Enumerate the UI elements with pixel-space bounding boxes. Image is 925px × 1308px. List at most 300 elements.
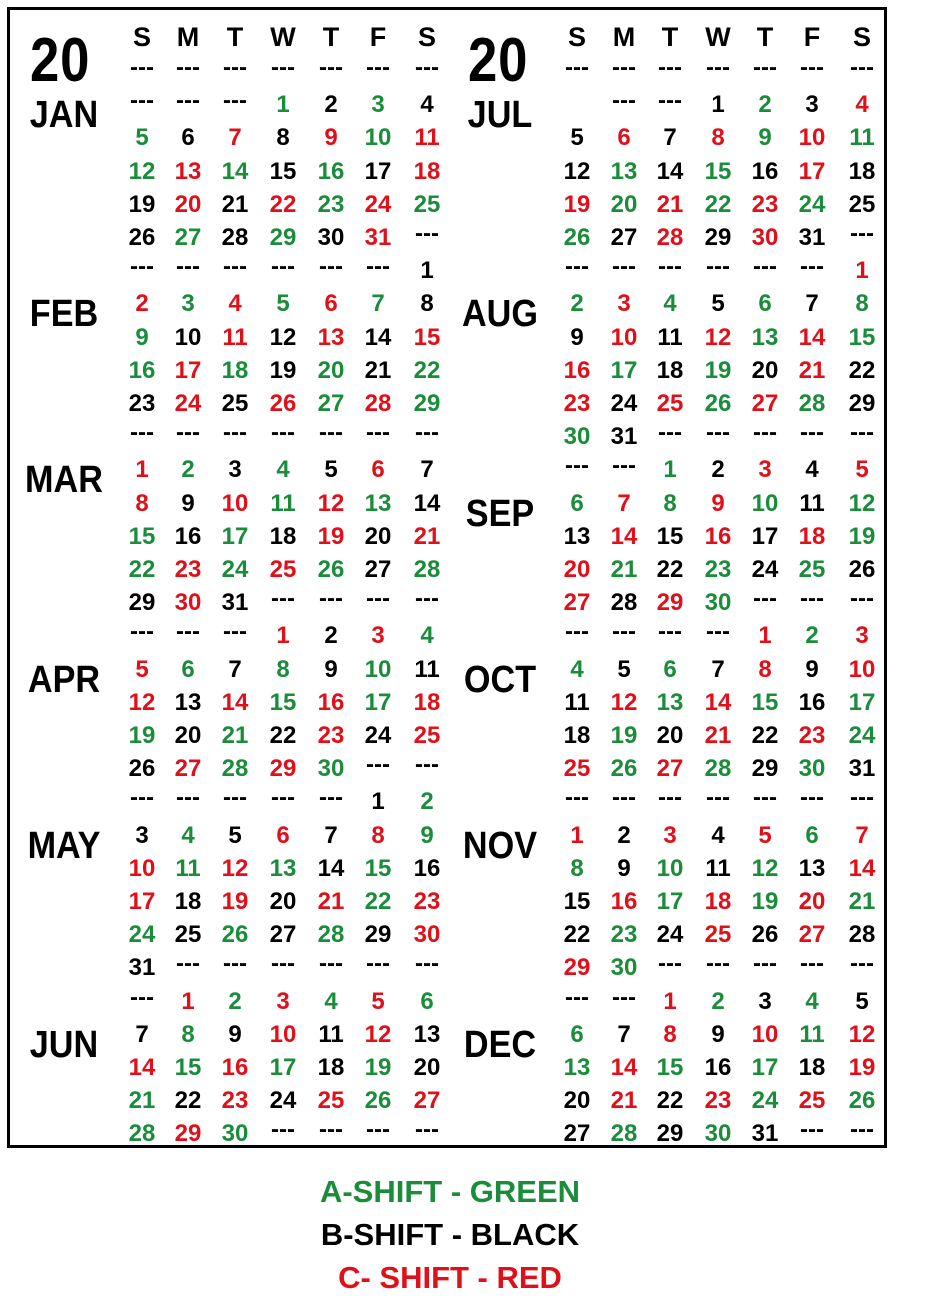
day-cell: 22: [656, 556, 684, 583]
day-cell: 6: [420, 987, 434, 1015]
day-cell: 13: [798, 854, 826, 882]
day-cell: 17: [269, 1054, 297, 1081]
day-cell: 23: [704, 1087, 732, 1115]
day-cell: 29: [128, 589, 156, 617]
day-cell: 25: [848, 190, 876, 218]
day-cell: 22: [656, 1087, 684, 1115]
day-cell: 13: [174, 688, 202, 716]
empty-day: ---: [565, 618, 589, 646]
day-cell: 18: [269, 522, 297, 550]
empty-day: ---: [223, 784, 247, 812]
day-cell: 10: [128, 854, 156, 882]
day-cell: 30: [798, 755, 826, 783]
day-cell: 1: [135, 456, 149, 484]
day-cell: 24: [751, 1087, 779, 1115]
empty-day: ---: [753, 784, 777, 812]
month-label: OCT: [463, 658, 537, 701]
day-cell: 19: [128, 190, 156, 218]
day-cell: 15: [174, 1054, 202, 1081]
day-cell: 17: [751, 522, 779, 550]
day-cell: 17: [610, 356, 638, 384]
month-label: FEB: [29, 293, 99, 336]
day-cell: 14: [656, 157, 684, 185]
empty-day: ---: [176, 419, 200, 447]
empty-day: ---: [415, 585, 439, 613]
day-cell: 2: [711, 456, 725, 484]
day-cell: 25: [413, 190, 441, 218]
day-cell: 9: [181, 489, 195, 517]
day-cell: 27: [563, 1120, 591, 1148]
day-cell: 14: [610, 522, 638, 550]
day-cell: 6: [276, 821, 290, 849]
day-cell: 8: [371, 821, 385, 849]
weekday-header: T: [756, 22, 774, 52]
day-cell: 23: [413, 888, 441, 915]
day-cell: 2: [181, 456, 195, 484]
day-cell: 7: [135, 1020, 149, 1048]
empty-day: ---: [130, 983, 154, 1011]
day-cell: 17: [221, 522, 249, 550]
day-cell: 4: [570, 655, 584, 683]
day-cell: 19: [128, 722, 156, 749]
day-cell: 12: [269, 323, 297, 351]
legend-line: C- SHIFT - RED: [338, 1260, 562, 1295]
day-cell: 6: [758, 290, 772, 318]
day-cell: 7: [711, 655, 725, 683]
day-cell: 15: [364, 854, 392, 882]
day-cell: 2: [805, 622, 819, 650]
day-cell: 14: [413, 489, 441, 517]
day-cell: 21: [128, 1087, 156, 1115]
day-cell: 23: [610, 921, 638, 949]
day-cell: 8: [855, 290, 869, 318]
day-cell: 1: [758, 622, 772, 650]
day-cell: 19: [269, 356, 297, 384]
day-cell: 29: [269, 755, 297, 783]
empty-day: ---: [319, 585, 343, 613]
empty-day: ---: [850, 220, 874, 247]
month-label: JUN: [29, 1023, 99, 1066]
day-cell: 27: [610, 224, 638, 251]
day-cell: 5: [855, 987, 869, 1015]
day-cell: 1: [570, 821, 584, 849]
day-cell: 28: [704, 755, 732, 783]
day-cell: 4: [420, 622, 434, 650]
day-cell: 22: [269, 722, 297, 749]
empty-day: ---: [753, 419, 777, 447]
day-cell: 25: [798, 1087, 826, 1115]
day-cell: 6: [570, 489, 584, 517]
day-cell: 28: [221, 755, 249, 783]
empty-day: ---: [223, 54, 247, 81]
day-cell: 15: [656, 1054, 684, 1081]
empty-day: ---: [800, 253, 824, 281]
day-cell: 12: [848, 1020, 876, 1048]
day-cell: 16: [317, 688, 345, 716]
day-cell: 17: [364, 688, 392, 716]
empty-day: ---: [706, 950, 730, 978]
empty-day: ---: [366, 1116, 390, 1144]
day-cell: 28: [848, 921, 876, 949]
day-cell: 12: [610, 688, 638, 716]
day-cell: 5: [135, 124, 149, 152]
day-cell: 17: [656, 888, 684, 915]
day-cell: 24: [174, 390, 202, 417]
day-cell: 5: [570, 124, 584, 152]
day-cell: 27: [317, 390, 345, 417]
day-cell: 12: [364, 1020, 392, 1048]
empty-day: ---: [658, 419, 682, 447]
day-cell: 13: [563, 522, 591, 550]
day-cell: 4: [805, 456, 819, 484]
day-cell: 13: [174, 157, 202, 185]
day-cell: 11: [705, 854, 731, 882]
day-cell: 8: [570, 854, 584, 882]
empty-day: ---: [223, 950, 247, 978]
day-cell: 14: [848, 854, 876, 882]
empty-day: ---: [658, 54, 682, 81]
day-cell: 13: [656, 688, 684, 716]
month-label: JAN: [29, 94, 99, 137]
day-cell: 20: [656, 722, 684, 749]
day-cell: 2: [324, 622, 338, 650]
weekday-header: M: [612, 22, 636, 52]
weekday-header: W: [270, 22, 296, 52]
empty-day: ---: [223, 419, 247, 447]
day-cell: 29: [269, 224, 297, 251]
day-cell: 26: [751, 921, 779, 949]
day-cell: 8: [420, 290, 434, 318]
day-cell: 28: [413, 556, 441, 583]
day-cell: 26: [848, 556, 876, 583]
year-label: 20: [468, 26, 529, 95]
day-cell: 5: [758, 821, 772, 849]
day-cell: 9: [228, 1020, 242, 1048]
empty-day: ---: [366, 950, 390, 978]
empty-day: ---: [271, 784, 295, 812]
empty-day: ---: [415, 1116, 439, 1144]
day-cell: 23: [317, 190, 345, 218]
day-cell: 16: [221, 1054, 249, 1081]
day-cell: 12: [128, 157, 156, 185]
day-cell: 10: [174, 323, 202, 351]
day-cell: 24: [848, 722, 876, 749]
day-cell: 20: [269, 888, 297, 915]
day-cell: 22: [751, 722, 779, 749]
day-cell: 21: [610, 1087, 638, 1115]
empty-day: ---: [800, 950, 824, 978]
day-cell: 4: [324, 987, 338, 1015]
month-label: NOV: [462, 824, 538, 867]
day-cell: 7: [805, 290, 819, 318]
day-cell: 29: [751, 755, 779, 783]
day-cell: 11: [414, 655, 440, 683]
empty-day: ---: [176, 54, 200, 81]
empty-day: ---: [271, 585, 295, 613]
day-cell: 14: [704, 688, 732, 716]
day-cell: 4: [805, 987, 819, 1015]
day-cell: 3: [228, 456, 242, 484]
day-cell: 21: [364, 356, 392, 384]
empty-day: ---: [366, 751, 390, 779]
empty-day: ---: [800, 54, 824, 81]
day-cell: 14: [317, 854, 345, 882]
day-cell: 28: [610, 1120, 638, 1148]
day-cell: 12: [221, 854, 249, 882]
day-cell: 24: [656, 921, 684, 949]
day-cell: 28: [128, 1120, 156, 1148]
day-cell: 19: [610, 722, 638, 749]
day-cell: 26: [848, 1087, 876, 1115]
day-cell: 13: [413, 1020, 441, 1048]
day-cell: 14: [364, 323, 392, 351]
day-cell: 20: [413, 1054, 441, 1081]
day-cell: 2: [324, 91, 338, 119]
weekday-header: S: [567, 22, 586, 52]
empty-day: ---: [800, 1116, 824, 1144]
day-cell: 30: [221, 1120, 249, 1148]
day-cell: 12: [317, 489, 345, 517]
weekday-header: T: [661, 22, 679, 52]
weekday-header: T: [322, 22, 340, 52]
day-cell: 7: [371, 290, 385, 318]
day-cell: 8: [663, 1020, 677, 1048]
empty-day: ---: [612, 54, 636, 81]
day-cell: 18: [848, 157, 876, 185]
day-cell: 15: [128, 522, 156, 550]
day-cell: 19: [221, 888, 249, 915]
empty-day: ---: [612, 253, 636, 281]
day-cell: 9: [570, 323, 584, 351]
day-cell: 7: [617, 1020, 631, 1048]
day-cell: 6: [371, 456, 385, 484]
day-cell: 3: [855, 622, 869, 650]
empty-day: ---: [271, 419, 295, 447]
day-cell: 16: [563, 356, 591, 384]
day-cell: 4: [181, 821, 195, 849]
empty-day: ---: [130, 784, 154, 812]
empty-day: ---: [706, 419, 730, 447]
day-cell: 18: [413, 157, 441, 185]
day-cell: 10: [751, 489, 779, 517]
day-cell: 17: [751, 1054, 779, 1081]
day-cell: 3: [758, 456, 772, 484]
day-cell: 18: [798, 522, 826, 550]
day-cell: 15: [269, 688, 297, 716]
empty-day: ---: [130, 419, 154, 447]
day-cell: 24: [610, 390, 638, 417]
day-cell: 1: [663, 456, 677, 484]
day-cell: 25: [317, 1087, 345, 1115]
empty-day: ---: [366, 585, 390, 613]
day-cell: 28: [221, 224, 249, 251]
empty-day: ---: [658, 87, 682, 115]
day-cell: 1: [711, 91, 725, 119]
day-cell: 20: [610, 190, 638, 218]
day-cell: 16: [610, 888, 638, 915]
day-cell: 23: [128, 390, 156, 417]
empty-day: ---: [658, 784, 682, 812]
day-cell: 26: [610, 755, 638, 783]
day-cell: 12: [848, 489, 876, 517]
day-cell: 30: [704, 1120, 732, 1148]
day-cell: 24: [364, 190, 392, 218]
day-cell: 26: [317, 556, 345, 583]
day-cell: 16: [317, 157, 345, 185]
day-cell: 12: [751, 854, 779, 882]
year-label: 20: [30, 26, 91, 95]
empty-day: ---: [176, 618, 200, 646]
day-cell: 5: [617, 655, 631, 683]
day-cell: 13: [364, 489, 392, 517]
month-label: DEC: [463, 1023, 537, 1066]
empty-day: ---: [415, 950, 439, 978]
empty-day: ---: [366, 54, 390, 81]
day-cell: 19: [848, 522, 876, 550]
day-cell: 31: [798, 224, 826, 251]
day-cell: 6: [805, 821, 819, 849]
day-cell: 9: [758, 124, 772, 152]
day-cell: 15: [704, 157, 732, 185]
day-cell: 5: [711, 290, 725, 318]
day-cell: 17: [798, 157, 826, 185]
empty-day: ---: [850, 950, 874, 978]
day-cell: 2: [570, 290, 584, 318]
day-cell: 23: [798, 722, 826, 749]
day-cell: 26: [128, 755, 156, 783]
day-cell: 30: [174, 589, 202, 617]
day-cell: 7: [663, 124, 677, 152]
day-cell: 2: [617, 821, 631, 849]
day-cell: 1: [371, 788, 385, 816]
day-cell: 11: [799, 1020, 825, 1048]
empty-day: ---: [658, 618, 682, 646]
day-cell: 19: [364, 1054, 392, 1081]
day-cell: 25: [798, 556, 826, 583]
day-cell: 14: [610, 1054, 638, 1081]
day-cell: 28: [317, 921, 345, 949]
empty-day: ---: [800, 784, 824, 812]
empty-day: ---: [130, 87, 154, 115]
day-cell: 7: [855, 821, 869, 849]
empty-day: ---: [850, 585, 874, 613]
day-cell: 17: [174, 356, 202, 384]
empty-day: ---: [415, 419, 439, 447]
day-cell: 23: [174, 556, 202, 583]
day-cell: 1: [420, 257, 434, 285]
day-cell: 13: [610, 157, 638, 185]
empty-day: ---: [565, 784, 589, 812]
day-cell: 27: [798, 921, 826, 949]
empty-day: ---: [176, 784, 200, 812]
empty-day: ---: [612, 618, 636, 646]
weekday-header: F: [803, 22, 821, 52]
day-cell: 9: [805, 655, 819, 683]
day-cell: 1: [855, 257, 869, 285]
day-cell: 6: [570, 1020, 584, 1048]
day-cell: 12: [563, 157, 591, 185]
day-cell: 9: [711, 1020, 725, 1048]
empty-day: ---: [176, 253, 200, 281]
day-cell: 11: [414, 124, 440, 152]
day-cell: 5: [324, 456, 338, 484]
day-cell: 16: [704, 1054, 732, 1081]
day-cell: 18: [704, 888, 732, 915]
day-cell: 29: [656, 589, 684, 617]
day-cell: 14: [798, 323, 826, 351]
day-cell: 7: [228, 124, 242, 152]
day-cell: 29: [848, 390, 876, 417]
day-cell: 27: [656, 755, 684, 783]
day-cell: 6: [181, 124, 195, 152]
weekday-header: S: [852, 22, 871, 52]
day-cell: 5: [135, 655, 149, 683]
day-cell: 22: [848, 356, 876, 384]
day-cell: 20: [174, 722, 202, 749]
day-cell: 5: [855, 456, 869, 484]
empty-day: ---: [800, 419, 824, 447]
day-cell: 20: [798, 888, 826, 915]
day-cell: 24: [128, 921, 156, 949]
empty-day: ---: [753, 585, 777, 613]
day-cell: 4: [228, 290, 242, 318]
day-cell: 27: [413, 1087, 441, 1115]
day-cell: 2: [420, 788, 434, 816]
day-cell: 29: [174, 1120, 202, 1148]
empty-day: ---: [176, 87, 200, 115]
empty-day: ---: [565, 253, 589, 281]
empty-day: ---: [850, 419, 874, 447]
empty-day: ---: [612, 784, 636, 812]
day-cell: 16: [751, 157, 779, 185]
day-cell: 30: [317, 224, 345, 251]
day-cell: 14: [221, 688, 249, 716]
day-cell: 17: [364, 157, 392, 185]
empty-day: ---: [271, 1116, 295, 1144]
day-cell: 22: [364, 888, 392, 915]
weekday-header: F: [369, 22, 387, 52]
empty-day: ---: [176, 950, 200, 978]
day-cell: 13: [269, 854, 297, 882]
day-cell: 30: [610, 954, 638, 982]
day-cell: 26: [563, 224, 591, 251]
day-cell: 8: [181, 1020, 195, 1048]
day-cell: 23: [317, 722, 345, 749]
day-cell: 27: [174, 755, 202, 783]
empty-day: ---: [850, 784, 874, 812]
day-cell: 15: [848, 323, 876, 351]
day-cell: 3: [617, 290, 631, 318]
day-cell: 11: [318, 1020, 344, 1048]
day-cell: 25: [269, 556, 297, 583]
empty-day: ---: [706, 253, 730, 281]
day-cell: 1: [276, 622, 290, 650]
month-label: SEP: [465, 492, 535, 535]
day-cell: 13: [317, 323, 345, 351]
legend-line: B-SHIFT - BLACK: [320, 1217, 580, 1252]
day-cell: 29: [704, 224, 732, 251]
day-cell: 31: [128, 954, 156, 982]
day-cell: 29: [413, 390, 441, 417]
day-cell: 24: [798, 190, 826, 218]
empty-day: ---: [415, 751, 439, 779]
day-cell: 10: [751, 1020, 779, 1048]
empty-day: ---: [271, 54, 295, 81]
empty-day: ---: [130, 618, 154, 646]
day-cell: 10: [364, 655, 392, 683]
day-cell: 17: [848, 688, 876, 716]
day-cell: 24: [751, 556, 779, 583]
